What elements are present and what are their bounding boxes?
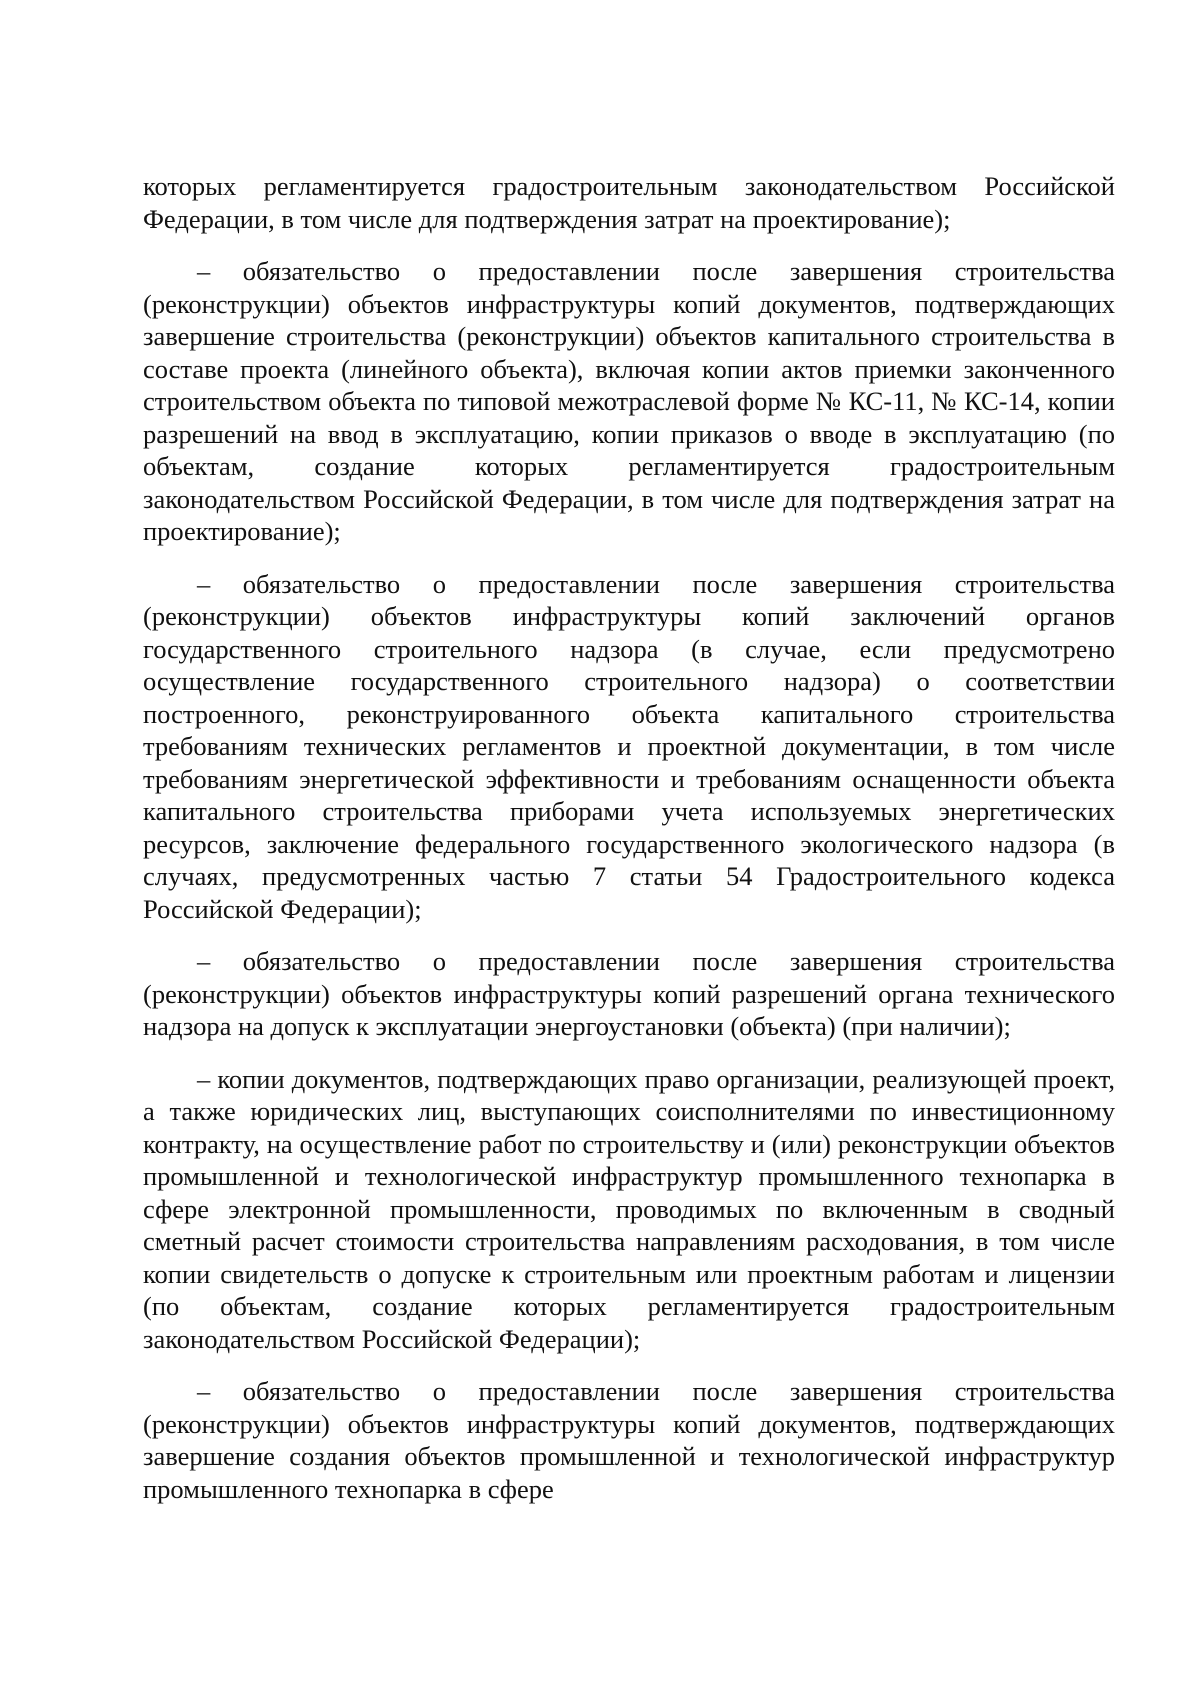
paragraph-infrastructure-completion: – обязательство о предоставлении после завершения строительства (реконструкции) объектов инфраструктуры копий документов, подтверждающих завершение создания объектов промышленной и технологической инфраструктур промышленного технопарка в сфере: [143, 1376, 1115, 1504]
paragraph-technical-supervision-permits: – обязательство о предоставлении после завершения строительства (реконструкции) объектов инфраструктуры копий разрешений органа технического надзора на допуск к эксплуатации энергоустановки (объекта) (при наличии);: [143, 946, 1115, 1041]
document-body: [143, 170, 1115, 1525]
paragraph-supervision-conclusions: – обязательство о предоставлении после завершения строительства (реконструкции) объектов инфраструктуры копий заключений органов государственного строительного надзора (в случае, если предусмотрено осуществление государственного строительного надзора) о соответствии построенного, реконструированного объекта капитального строительства требованиям технических регламентов и проектной документации, в том числе требованиям энергетической эффективности и требованиям оснащенности объекта капитального строительства приборами учета используемых энергетических ресурсов, заключение федерального государственного экологического надзора (в случаях, предусмотренных частью 7 статьи 54 Градостроительного кодекса Российской Федерации);: [143, 568, 1115, 924]
paragraph-completion-documents: – обязательство о предоставлении после завершения строительства (реконструкции) объектов инфраструктуры копий документов, подтверждающих завершение строительства (реконструкции) объектов капитального строительства в составе проекта (линейного объекта), включая копии актов приемки законченного строительством объекта по типовой межотраслевой форме № КС-11, № КС-14, копии разрешений на ввод в эксплуатацию, копии приказов о вводе в эксплуатацию (по объектам, создание которых регламентируется градостроительным законодательством Российской Федерации, в том числе для подтверждения затрат на проектирование);: [143, 256, 1115, 546]
paragraph-organization-rights: – копии документов, подтверждающих право организации, реализующей проект, а также юридических лиц, выступающих соисполнителями по инвестиционному контракту, на осуществление работ по строительству и (или) реконструкции объектов промышленной и технологической инфраструктур промышленного технопарка в сфере электронной промышленности, проводимых по включенным в сводный сметный расчет стоимости строительства направлениям расходования, в том числе копии свидетельств о допуске к строительным или проектным работам и лицензии (по объектам, создание которых регламентируется градостроительным законодательством Российской Федерации);: [143, 1063, 1115, 1354]
paragraph-continuation: которых регламентируется градостроительным законодательством Российской Федерации, в том числе для подтверждения затрат на проектирование);: [143, 171, 1115, 234]
